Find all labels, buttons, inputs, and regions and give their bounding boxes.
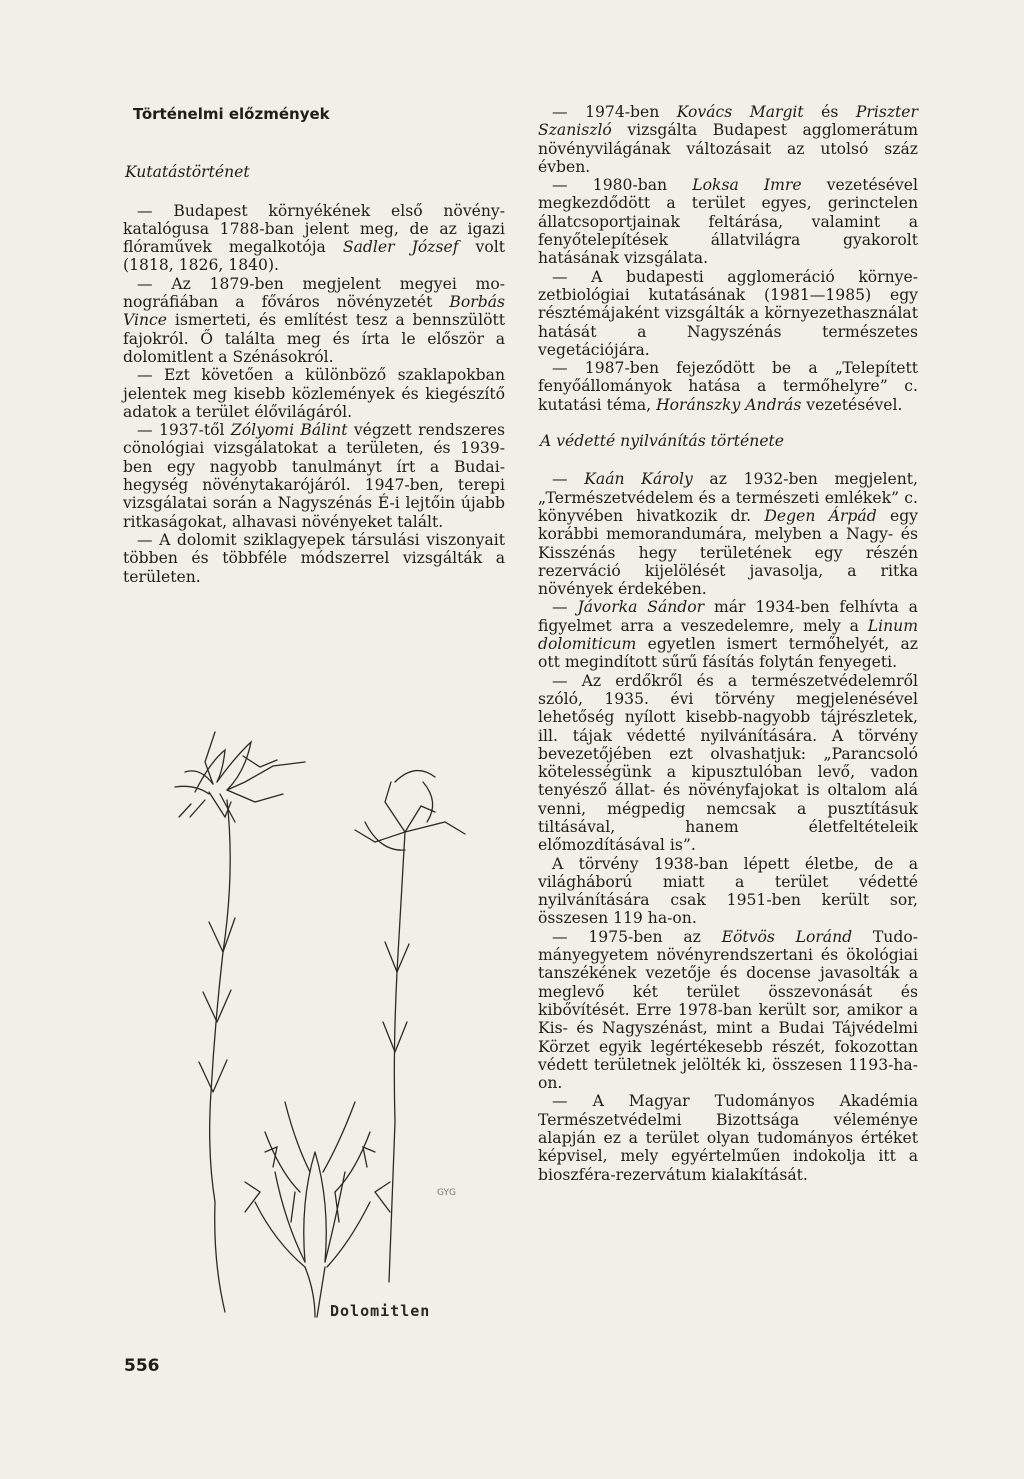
paragraph: — A dolomit sziklagyepek társulási viszonyait többen és többféle módszerrel vizsgálták a területen. (123, 530, 505, 586)
paragraph: — Jávorka Sándor már 1934-ben felhívta a figyelmet arra a veszedelemre, mely a Linum dolomiticum egyetlen ismert termőhelyét, az ott megindított sűrű fásítás folytán fenyegeti. (538, 598, 918, 672)
paragraph: — A budapesti agglomeráció környezetbiológiai kutatásának (1981—1985) egy résztémájaként vizsgálták a környezethasználat hatását a Nagyszénás természetes vegetációjára. (538, 267, 918, 359)
illustration-caption: Dolomitlen (330, 1302, 431, 1320)
paragraph: — 1987-ben fejeződött be a „Telepített fenyőállományok hatása a termőhelyre” c. kutatási téma, Horánszky András vezetésével. (538, 359, 918, 414)
page-number: 556 (124, 1356, 160, 1376)
leaf-rosette (245, 1102, 390, 1317)
section-title: Történelmi előzmények (133, 105, 330, 123)
right-column (538, 103, 918, 1184)
flower-cluster-left (175, 732, 305, 822)
paragraph: A törvény 1938-ban lépett életbe, de a világháború miatt a terület védetté nyilvánítására csak 1951-ben került sor, összesen 119 ha-on. (538, 854, 918, 928)
plant-illustration (165, 722, 475, 1322)
paragraph: — 1980-ban Loksa Imre vezetésével megkezdődött a terület egyes, gerinctelen állatcsoportjainak feltárása, valamint a fenyőtelepítések állatvilágra gyakorolt hatásának vizsgálata. (538, 176, 918, 268)
artist-initials: GYG (437, 1188, 456, 1198)
left-column (123, 103, 505, 586)
paragraph: — 1974-ben Kovács Margit és Priszter Szaniszló vizsgálta Budapest agglomerátum növényvilágának változásait az utolsó száz évben. (538, 103, 918, 176)
subsection-title-research-history: Kutatástörténet (125, 163, 250, 182)
paragraph: — 1937-től Zólyomi Bálint végzett rendszeres cönológiai vizsgálatokat a területen, és 1939-ben egy nagyobb tanulmányt írt a Budai-hegység növénytakarójáról. 1947-ben, terepi vizsgálatai során a Nagyszénás É-i lejtőin újabb ritkaságokat, alhavasi növényeket talált. (123, 421, 505, 531)
paragraph: — Ezt követően a különböző szaklapokban jelentek meg kisebb közlemények és kiegészítő adatok a terület élővilágáról. (123, 366, 505, 421)
flower-cluster-right (355, 771, 465, 851)
paragraph: — A Magyar Tudományos Akadémia Természetvédelmi Bizottsága véleménye alapján ez a terület olyan tudományos értéket képvisel, mely egyértelműen indokolja itt a bioszféra-rezervátum kialakítását. (538, 1092, 918, 1184)
paragraph: — Budapest környékének első növénykatalógusa 1788-ban jelent meg, de az igazi flóraművek megalkotója Sadler József volt (1818, 1826, 1840). (123, 201, 505, 275)
paragraph: — Az erdőkről és a természetvédelemről szóló, 1935. évi törvény megjelenésével lehetőség nyílott kisebb-nagyobb tájrészletek, ill. tájak védetté nyilvánítására. A törvény bevezetőjében ezt olvashatjuk: „Parancsoló kötelességünk a kipusztulóban levő, vadon tenyésző állat- és növényfajokat is oltalom alá venni, mégpedig nemcsak a pusztításuk tiltásával, hanem életfeltételeik előmozdításával is”. (538, 671, 918, 855)
paragraph: — Az 1879-ben megjelent megyei monográfiában a főváros növényzetét Borbás Vince ismerteti, és említést tesz a bennszülött fajokról. Ő találta meg és írta le először a dolomitlent a Szénásokról. (123, 274, 505, 366)
paragraph: — Kaán Károly az 1932-ben megjelent, „Természetvédelem és a természeti emlékek” c. könyvében hivatkozik dr. Degen Árpád egy korábbi memorandumára, melyben a Nagy- és Kisszénás hegy területének egy részén rezerváció kijelölését javasolja, a ritka növények érdekében. (538, 470, 918, 599)
subsection-title-protection-history: A védetté nyilvánítás története (540, 432, 785, 451)
paragraph: — 1975-ben az Eötvös Loránd Tudományegyetem növényrendszertani és ökológiai tanszékének vezetője és docense javasolták a meglevő két terület összevonását és kibővítését. Erre 1978-ban került sor, amikor a Kis- és Nagyszénást, mint a Budai Tájvédelmi Körzet egyik legértékesebb részét, fokozottan védett területnek jelölték ki, összesen 1193-ha-on. (538, 927, 918, 1093)
